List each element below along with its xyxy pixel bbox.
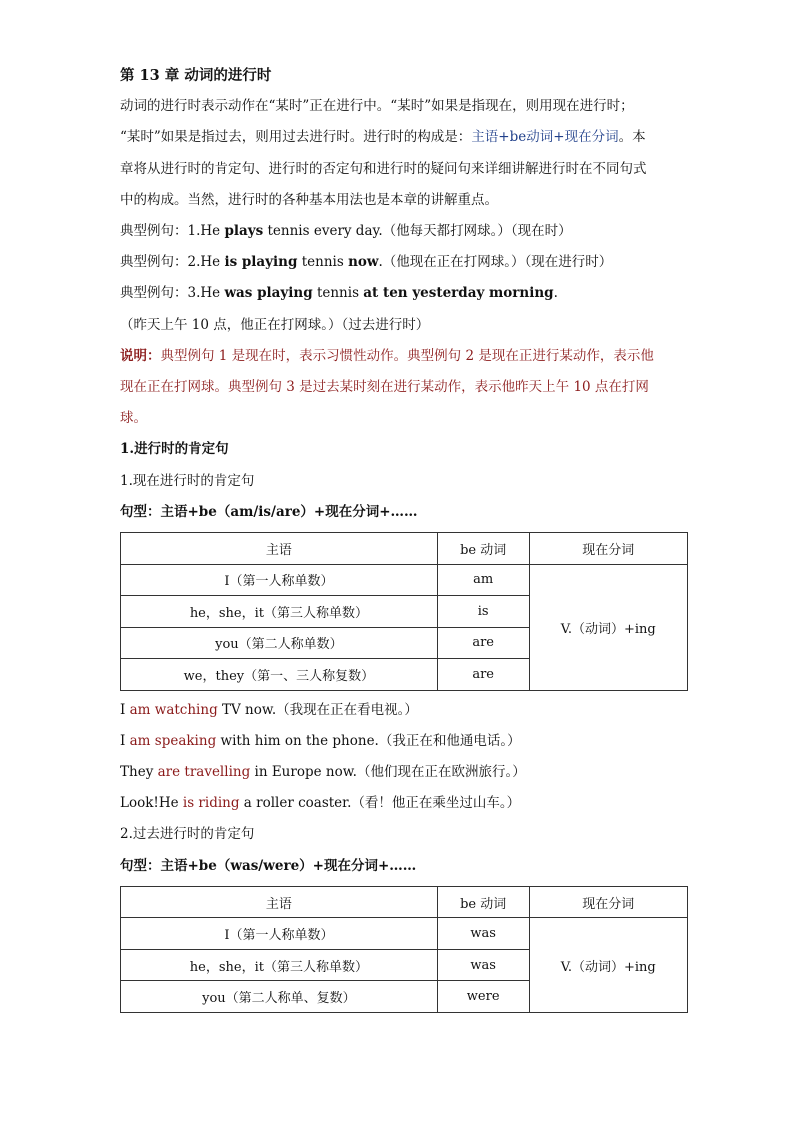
- chapter-title: 第 13 章 动词的进行时: [120, 67, 272, 84]
- header-subject: 主语: [121, 886, 438, 918]
- example-time: at ten yesterday morning: [363, 285, 554, 302]
- cell-subject: we，they（第一、三人称复数）: [121, 659, 438, 691]
- example-verb: plays: [224, 223, 264, 240]
- table-row: [121, 564, 688, 596]
- sentence-verb: is riding: [182, 795, 240, 812]
- example-text: tennis every day.（他每天都打网球。）: [263, 223, 511, 240]
- tense-note: （现在时）: [510, 223, 572, 240]
- sentence-example: [120, 788, 690, 819]
- explanation-text: 典型例句 1 是现在时，表示习惯性动作。典型例句 2 是现在正进行某动作，表示他: [160, 347, 654, 364]
- example-prefix: 典型例句：1.He: [120, 223, 225, 240]
- intro-text: “某时”如果是指过去，则用过去进行时。进行时的构成是：: [120, 129, 472, 146]
- sentence-verb: are travelling: [157, 763, 251, 780]
- example-2: [120, 247, 690, 278]
- intro-line-4: 中的构成。当然，进行时的各种基本用法也是本章的讲解重点。: [120, 191, 498, 208]
- explanation-line-2: 现在正在打网球。典型例句 3 是过去某时刻在进行某动作，表示他昨天上午 10 点在打网: [120, 379, 649, 396]
- example-text: .: [553, 285, 558, 302]
- sentence-part: They: [120, 763, 158, 780]
- sentence-part: with him on the phone.（我正在和他通电话。）: [216, 732, 521, 749]
- intro-line-1: 动词的进行时表示动作在“某时”正在进行中。“某时”如果是指现在，则用现在进行时；: [120, 98, 634, 115]
- cell-be: was: [437, 918, 529, 950]
- table-header-row: [121, 886, 688, 918]
- intro-line-3: 章将从进行时的肯定句、进行时的否定句和进行时的疑问句来详细讲解进行时在不同句式: [120, 160, 647, 177]
- example-text: .（他现在正在打网球。）: [378, 254, 525, 271]
- subsection-heading: 1.现在进行时的肯定句: [120, 472, 255, 489]
- example-3: [120, 278, 690, 309]
- subsection-heading: 2.过去进行时的肯定句: [120, 826, 255, 843]
- header-be-verb: be 动词: [437, 886, 529, 918]
- header-subject: 主语: [121, 533, 438, 565]
- cell-be: were: [437, 981, 529, 1013]
- example-text: tennis: [312, 285, 364, 302]
- sentence-part: in Europe now.（他们现在正在欧洲旅行。）: [250, 763, 526, 780]
- structure-formula: 主语+be动词+现在分词: [471, 129, 619, 146]
- intro-line-2: [120, 122, 690, 153]
- tense-note: （过去进行时）: [341, 316, 430, 333]
- sentence-part: TV now.（我现在正在看电视。）: [217, 701, 418, 718]
- sentence-part: I: [120, 701, 130, 718]
- example-1: [120, 216, 690, 247]
- cell-subject: he，she，it（第三人称单数）: [121, 596, 438, 628]
- sentence-pattern: 句型：主语+be（was/were）+现在分词+……: [120, 857, 417, 874]
- example-text: tennis: [297, 254, 349, 271]
- document-page: [120, 60, 690, 1017]
- explanation-label: 说明：: [120, 347, 161, 364]
- sentence-part: Look!He: [120, 795, 183, 812]
- cell-be: are: [437, 627, 529, 659]
- intro-text: 。本: [618, 129, 646, 146]
- header-participle: 现在分词: [529, 886, 687, 918]
- translation-text: （昨天上午 10 点，他正在打网球。）: [120, 316, 342, 333]
- example-verb: was playing: [224, 285, 313, 302]
- present-progressive-table: [120, 532, 688, 691]
- tense-note: （现在进行时）: [524, 254, 613, 271]
- sentence-example: [120, 695, 690, 726]
- example-prefix: 典型例句：3.He: [120, 285, 225, 302]
- table-header-row: [121, 533, 688, 565]
- cell-be: am: [437, 564, 529, 596]
- cell-subject: I（第一人称单数）: [121, 564, 438, 596]
- cell-subject: he，she，it（第三人称单数）: [121, 949, 438, 981]
- sentence-verb: am watching: [129, 701, 218, 718]
- sentence-part: I: [120, 732, 130, 749]
- cell-be: is: [437, 596, 529, 628]
- cell-be: are: [437, 659, 529, 691]
- cell-subject: you（第二人称单数）: [121, 627, 438, 659]
- header-be-verb: be 动词: [437, 533, 529, 565]
- sentence-part: a roller coaster.（看！他正在乘坐过山车。）: [239, 795, 521, 812]
- sentence-example: [120, 726, 690, 757]
- explanation-line-1: [120, 341, 690, 372]
- sentence-verb: am speaking: [129, 732, 217, 749]
- past-progressive-table: [120, 886, 688, 1013]
- sentence-pattern: 句型：主语+be（am/is/are）+现在分词+……: [120, 503, 418, 520]
- example-3-translation: [120, 310, 690, 341]
- cell-subject: I（第一人称单数）: [121, 918, 438, 950]
- table-row: [121, 918, 688, 950]
- cell-subject: you（第二人称单、复数）: [121, 981, 438, 1013]
- cell-participle: V.（动词）+ing: [529, 564, 687, 690]
- header-participle: 现在分词: [529, 533, 687, 565]
- cell-participle: V.（动词）+ing: [529, 918, 687, 1013]
- cell-be: was: [437, 949, 529, 981]
- example-verb: is playing: [224, 254, 298, 271]
- example-time: now: [348, 254, 379, 271]
- section-heading: 1.进行时的肯定句: [120, 441, 229, 458]
- sentence-example: [120, 757, 690, 788]
- explanation-line-3: 球。: [120, 410, 147, 427]
- example-prefix: 典型例句：2.He: [120, 254, 225, 271]
